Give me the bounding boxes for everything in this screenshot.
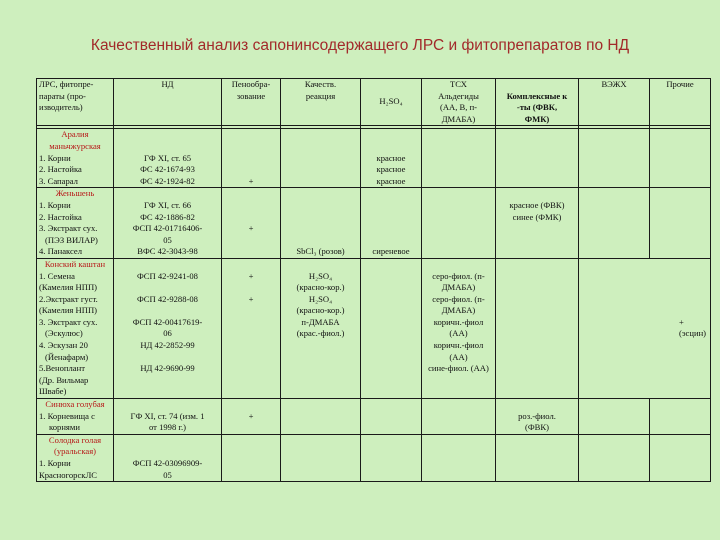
header-other: Прочие [650,79,711,126]
header-qual: Качеств. реакция [281,79,361,126]
page-title: Качественный анализ сапонинсодержащего ЛРС и фитопрепаратов по НД [90,37,630,54]
group-title-licorice: Солодка голая [48,434,102,445]
table-row-ginseng: Женьшень 1. Корни 2. Настойка 3. Экстракт сух. (ПЭЗ ВИЛАР) 4. Панаксел ГФ XI, ст. 66 ФС 42-1886-82 ФСП 42-01716406- 05 ВФС 42-3043-98 + SbCl₃ (розов) сиреневое красное (ФВК) синее (ФМК) [37,188,711,259]
header-foam: Пенообра- зование [222,79,281,126]
header-aldehydes: ТСХ Альдегиды (АА, В, п- ДМАБА) [422,79,496,126]
group-title-ginseng: Женьшень [55,188,95,199]
analysis-table [36,78,711,482]
group-title-aralia: Аралия [61,129,89,140]
table-row-licorice: Солодка голая (уральская) 1. Корни КрасногорскЛС ФСП 42-03096909- 05 [37,434,711,481]
header-tlc: ТСХ [450,79,467,89]
header-lrs: ЛРС, фитопре- параты (про- изводитель) [37,79,114,126]
table-row-chestnut: Конский каштан 1. Семена (Камелия НПП) 2.Экстракт густ. (Камелия НПП) 3. Экстракт сух. (Эскулюс) 4. Эскузан 20 (Йенафарм) 5.Веноплант (Др. Вильмар Швабе) ФСП 42-9241-08 ФСП 42-9288-08 ФСП 42-00417619- 06 НД 42-2852-99 НД 42-9690-99 + + H₂SO₄ (красно-кор.) H₂SO₄ (красно-кор.) п-ДМАБА (крас.-фиол.) серо-фиол. (п- ДМАБА) серо-фиол. (п- ДМАБА) коричн.-фиол (АА) коричн.-фиол (АА) сине-фиол. (АА) + (эсцин) [37,258,711,398]
foam-plus: + [248,175,254,186]
header-nd: НД [114,79,222,126]
table-header-row [37,79,711,126]
table-row-cyanosis: Синюха голубая 1. Корневища с корнями ГФ XI, ст. 74 (изм. 1 от 1998 г.) + роз.-фиол. (ФВК) [37,399,711,435]
group-title-chestnut: Конский каштан [44,258,106,269]
header-complex: Комплексные к -ты (ФВК, ФМК) [496,79,579,126]
header-h2so4: H₂SO₄ [361,79,422,126]
group-title-cyanosis: Синюха голубая [45,399,105,410]
header-hplc: ВЭЖХ [579,79,650,126]
table-row-aralia: Аралия маньчжурская 1. Корни 2. Настойка 3. Сапарал ГФ XI, ст. 65 ФС 42-1674-93 ФС 42-1924-82 + красное красное красное [37,129,711,188]
